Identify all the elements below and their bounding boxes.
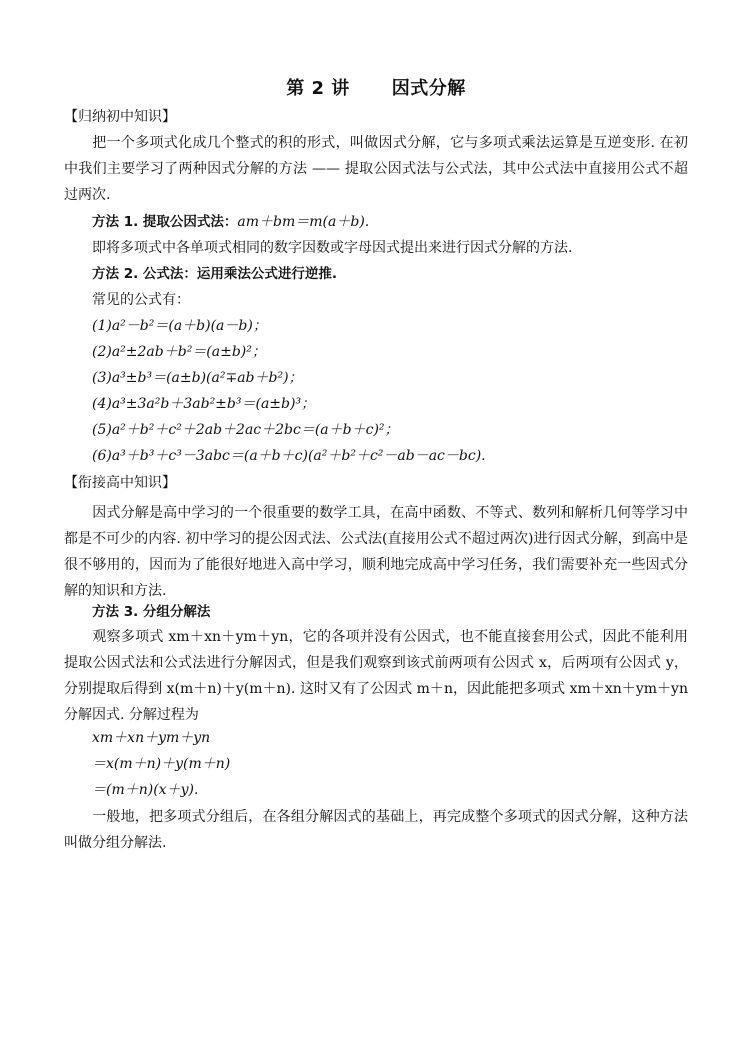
chapter-topic: 因式分解 bbox=[391, 78, 466, 99]
method1-formula: am＋bm＝m(a＋b). bbox=[237, 214, 370, 230]
method1-description: 即将多项式中各单项式相同的数字因数或字母因式提出来进行因式分解的方法. bbox=[92, 240, 573, 256]
formula-item: (2)a²±2ab＋b²＝(a±b)²； bbox=[92, 344, 266, 360]
method1-line bbox=[92, 212, 692, 232]
method2-line bbox=[92, 264, 692, 284]
method3-paragraph bbox=[64, 624, 688, 728]
derivation-step: xm＋xn＋ym＋yn bbox=[92, 730, 211, 746]
conclusion-paragraph bbox=[64, 804, 688, 856]
intro-paragraph-senior bbox=[64, 500, 688, 604]
method2-label: 方法 2. 公式法：运用乘法公式进行逆推. bbox=[92, 266, 338, 282]
formula-item: (6)a³＋b³＋c³－3abc＝(a＋b＋c)(a²＋b²＋c²－ab－ac－bc). bbox=[92, 448, 486, 464]
derivation-step: ＝x(m＋n)＋y(m＋n) bbox=[92, 756, 231, 772]
formula-item: (1)a²－b²＝(a＋b)(a－b)； bbox=[92, 318, 267, 334]
chapter-number: 第 2 讲 bbox=[286, 78, 350, 99]
method1-label: 方法 1. 提取公因式法： bbox=[92, 214, 238, 230]
method3-text: 观察多项式 xm＋xn＋ym＋yn，它的各项并没有公因式，也不能直接套用公式，因此不能利用提取公因式法和公式法进行分解因式，但是我们观察到该式前两项有公因式 x，后两项有公因式 y，分别提取后得到 x(m＋n)＋y(m＋n). 这时又有了公因式 m＋n，因此能把多项式 xm＋xn＋ym＋yn 分解因式. 分解过程为 bbox=[64, 629, 688, 723]
formula-item: (5)a²＋b²＋c²＋2ab＋2ac＋2bc＝(a＋b＋c)²； bbox=[92, 422, 399, 438]
formula-item: (4)a³±3a²b＋3ab²±b³＝(a±b)³； bbox=[92, 396, 316, 412]
intro-text-junior: 把一个多项式化成几个整式的积的形式，叫做因式分解，它与多项式乘法运算是互逆变形. 在初中我们主要学习了两种因式分解的方法 —— 提取公因式法与公式法，其中公式法中直接用公式不超过两次. bbox=[64, 135, 688, 203]
intro-text-senior: 因式分解是高中学习的一个很重要的数学工具，在高中函数、不等式、数列和解析几何等学习中都是不可少的内容. 初中学习的提公因式法、公式法(直接用公式不超过两次)进行因式分解，到高中是很不够用的，因而为了能很好地进入高中学习，顺利地完成高中学习任务，我们需要补充一些因式分解的知识和方法. bbox=[64, 505, 688, 599]
page-title bbox=[0, 74, 752, 100]
intro-paragraph-junior bbox=[64, 130, 688, 208]
formulas-intro: 常见的公式有： bbox=[92, 292, 190, 308]
method3-line bbox=[92, 602, 692, 622]
section-label-senior: 【衔接高中知识】 bbox=[64, 475, 176, 491]
method3-label: 方法 3. 分组分解法 bbox=[92, 604, 211, 620]
conclusion-text: 一般地，把多项式分组后，在各组分解因式的基础上，再完成整个多项式的因式分解，这种方法叫做分组分解法. bbox=[64, 809, 688, 851]
section-label-junior: 【归纳初中知识】 bbox=[64, 109, 176, 125]
derivation-step: ＝(m＋n)(x＋y). bbox=[92, 782, 199, 798]
formula-item: (3)a³±b³＝(a±b)(a²∓ab＋b²)； bbox=[92, 370, 303, 386]
